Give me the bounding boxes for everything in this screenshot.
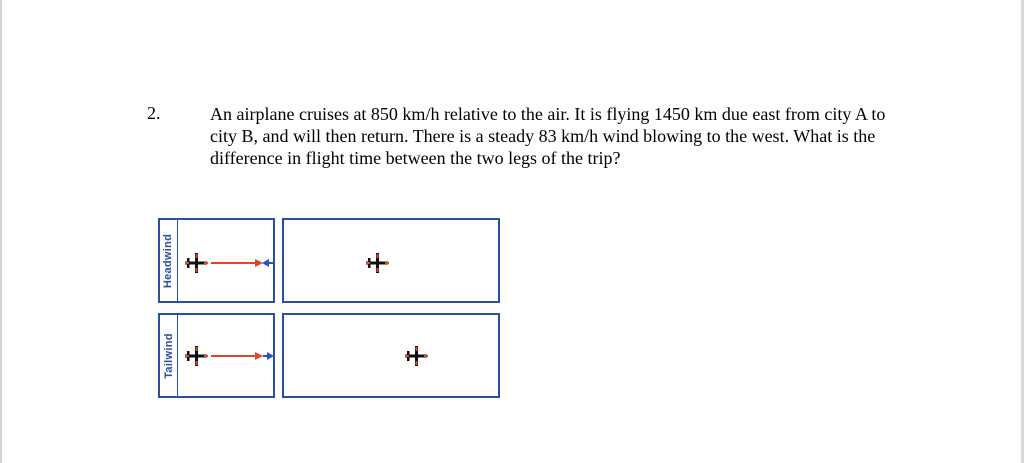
problem-number: 2. bbox=[147, 103, 161, 123]
tailwind-motion-plane bbox=[402, 342, 432, 372]
velocity-arrow-icon bbox=[211, 259, 263, 267]
wind-arrow-icon bbox=[263, 352, 274, 360]
wind-arrow-icon bbox=[262, 259, 273, 267]
problem-text: An airplane cruises at 850 km/h relative to the air. It is flying 1450 km due east from city A to city B, and will then return. There is a steady 83 km/h wind blowing to the west. What is the difference in flight time between the two legs of the trip? bbox=[210, 104, 886, 168]
airplane-icon bbox=[185, 253, 208, 273]
tailwind-motion-panel bbox=[282, 313, 500, 398]
page-border-left bbox=[0, 0, 2, 463]
airplane-icon bbox=[366, 253, 389, 273]
airplane-icon bbox=[185, 346, 208, 366]
headwind-motion-plane bbox=[363, 249, 393, 279]
headwind-label bbox=[160, 220, 178, 301]
tailwind-label-text: Tailwind bbox=[162, 332, 175, 379]
velocity-arrow-icon bbox=[211, 352, 263, 360]
tailwind-label bbox=[160, 315, 178, 396]
tailwind-vectors bbox=[183, 338, 283, 378]
airplane-icon bbox=[405, 346, 428, 366]
headwind-label-text: Headwind bbox=[162, 233, 175, 288]
headwind-vectors bbox=[183, 245, 283, 285]
